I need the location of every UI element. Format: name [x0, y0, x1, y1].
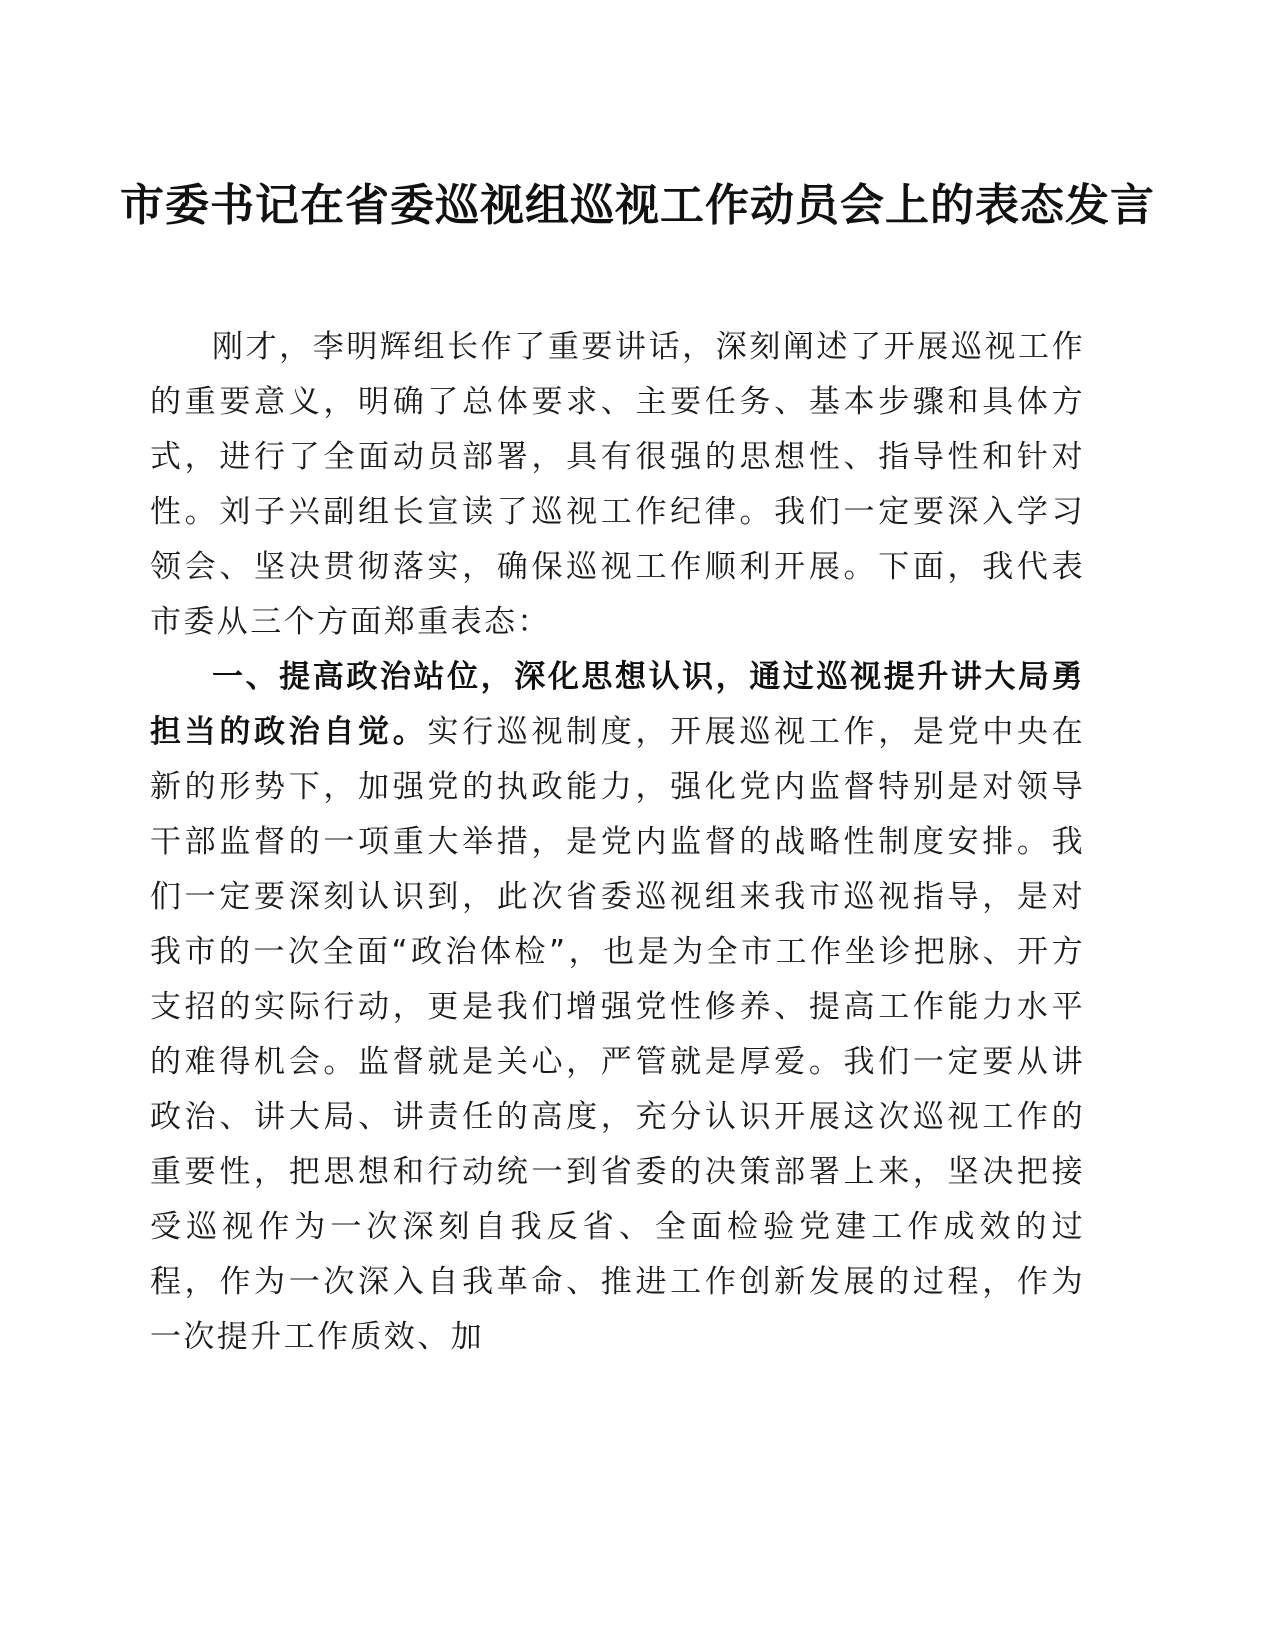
section-one-text: 实行巡视制度，开展巡视工作，是党中央在新的形势下，加强党的执政能力，强化党内监督特别是对领导干部监督的一项重大举措，是党内监督的战略性制度安排。我们一定要深刻认识到，此次省委巡视组来我市巡视指导，是对我市的一次全面“政治体检”，也是为全市工作坐诊把脉、开方支招的实际行动，更是我们增强党性修养、提高工作能力水平的难得机会。监督就是关心，严管就是厚爱。我们一定要从讲政治、讲大局、讲责任的高度，充分认识开展这次巡视工作的重要性，把思想和行动统一到省委的决策部署上来，坚决把接受巡视作为一次深刻自我反省、全面检验党建工作成效的过程，作为一次深入自我革命、推进工作创新发展的过程，作为一次提升工作质效、加	[150, 714, 1085, 1355]
document-body	[150, 320, 1085, 1365]
paragraph-section-one	[150, 650, 1085, 1365]
paragraph-intro-text: 刚才，李明辉组长作了重要讲话，深刻阐述了开展巡视工作的重要意义，明确了总体要求、主要任务、基本步骤和具体方式，进行了全面动员部署，具有很强的思想性、指导性和针对性。刘子兴副组长宣读了巡视工作纪律。我们一定要深入学习领会、坚决贯彻落实，确保巡视工作顺利开展。下面，我代表市委从三个方面郑重表态：	[150, 329, 1085, 640]
paragraph-intro	[150, 320, 1085, 650]
section-one-heading: 一、提高政治站位，深化思想认识，通过巡视提升讲大局勇担当的政治自觉。	[150, 659, 1085, 750]
document-title: 市委书记在省委巡视组巡视工作动员会上的表态发言	[120, 180, 1155, 231]
